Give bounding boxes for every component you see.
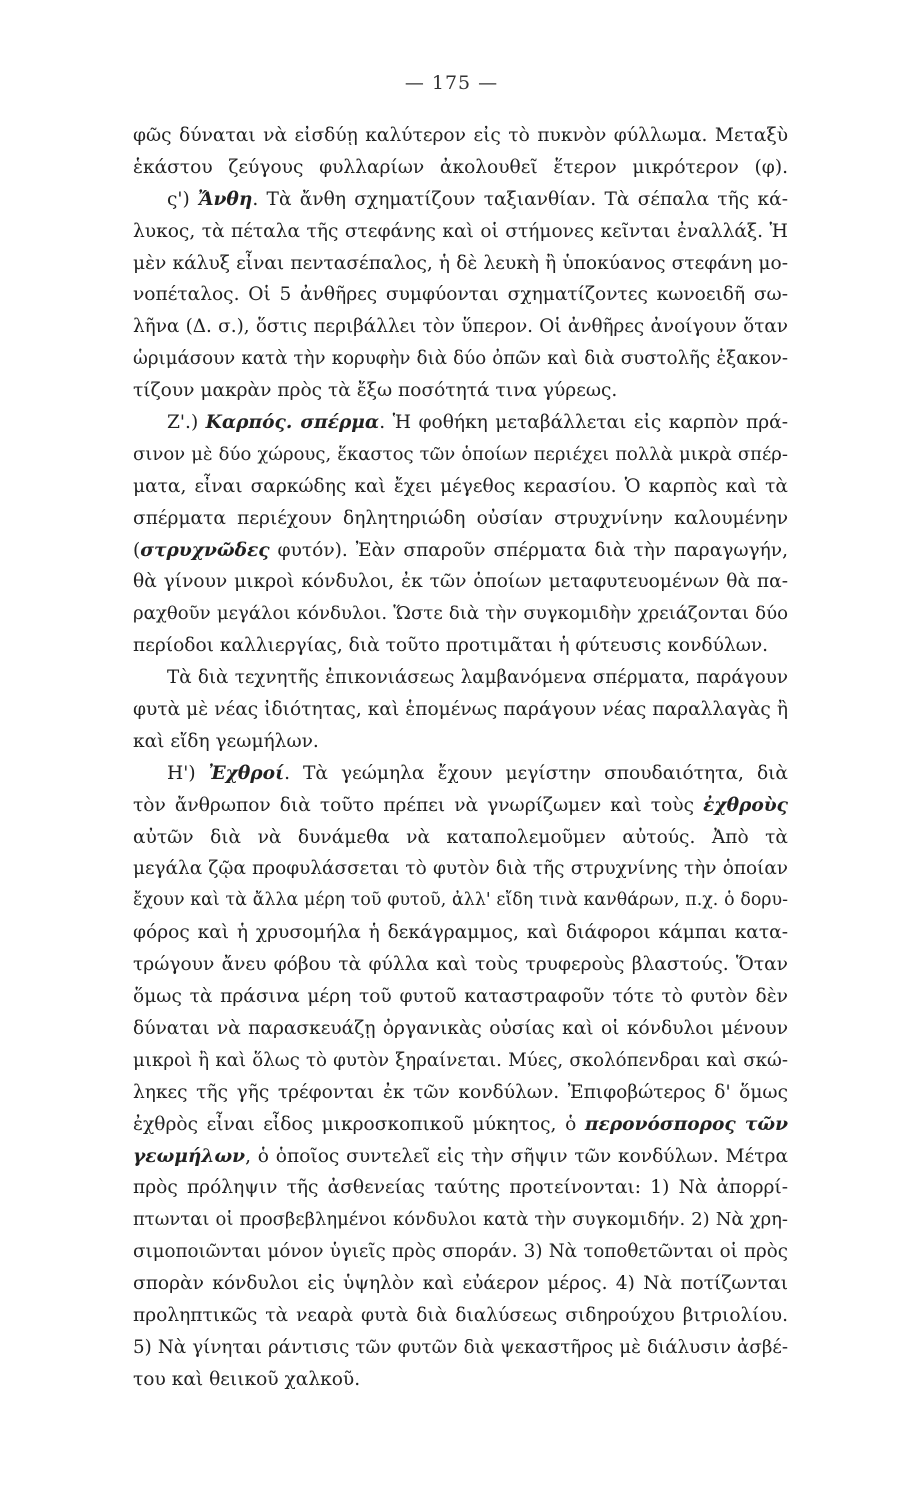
line-text: σιμοποιῶνται μόνον ὑγιεῖς πρὸς σποράν. 3) Νὰ τοποθετῶνται οἱ πρὸς	[133, 1241, 788, 1263]
text-line	[133, 1045, 788, 1077]
line-prefix: Η')	[167, 762, 209, 784]
text-line	[133, 853, 788, 885]
line-text: φυτόν). Ἐὰν σπαροῦν σπέρματα διὰ τὴν παραγωγήν,	[269, 539, 788, 561]
line-text: τρώγουν ἄνευ φόβου τὰ φύλλα καὶ τοὺς τρυφεροὺς βλαστούς. Ὅταν	[133, 954, 788, 976]
emphasized-term: Ἄνθη	[198, 188, 253, 210]
line-text: του καὶ θειικοῦ χαλκοῦ.	[133, 1368, 361, 1390]
emphasized-term: γεωμήλων	[133, 1145, 246, 1167]
line-text: μὲν κάλυξ εἶναι πεντασέπαλος, ἡ δὲ λευκὴ ἢ ὑποκύανος στεφάνη μο-	[133, 252, 788, 274]
line-text: ἑκάστου ζεύγους φυλλαρίων ἀκολουθεῖ ἕτερον μικρότερον (φ).	[133, 156, 788, 178]
line-text: 5) Νὰ γίνηται ράντισις τῶν φυτῶν διὰ ψεκαστῆρος μὲ διάλυσιν ἀσβέ-	[133, 1336, 788, 1358]
line-prefix: (	[133, 539, 141, 561]
line-text: λῆνα (Δ. σ.), ὅστις περιβάλλει τὸν ὕπερον. Οἱ ἀνθῆρες ἀνοίγουν ὅταν	[133, 316, 788, 338]
text-line	[133, 1364, 788, 1396]
text-line	[133, 343, 788, 375]
text-line	[133, 726, 788, 758]
text-line	[133, 279, 788, 311]
line-text: νοπέταλος. Οἱ 5 ἀνθῆρες συμφύονται σχηματίζοντες κωνοειδῆ σω-	[133, 284, 788, 306]
text-line	[133, 311, 788, 343]
line-text: Τὰ διὰ τεχνητῆς ἐπικονιάσεως λαμβανόμενα σπέρματα, παράγουν	[167, 667, 788, 689]
line-text: αὐτῶν διὰ νὰ δυνάμεθα νὰ καταπολεμοῦμεν αὐτούς. Ἀπὸ τὰ	[133, 826, 788, 848]
line-text: σινον μὲ δύο χώρους, ἕκαστος τῶν ὁποίων περιέχει πολλὰ μικρὰ σπέρ-	[133, 443, 788, 465]
text-line	[133, 1109, 788, 1141]
line-text: ὅμως τὰ πράσινα μέρη τοῦ φυτοῦ καταστραφοῦν τότε τὸ φυτὸν δὲν	[133, 986, 788, 1008]
text-line	[133, 630, 788, 662]
line-text: λυκος, τὰ πέταλα τῆς στεφάνης καὶ οἱ στήμονες κεῖνται ἐναλλάξ. Ἡ	[133, 220, 788, 242]
emphasized-term: περονόσπορος τῶν	[584, 1113, 788, 1135]
text-line	[133, 1332, 788, 1364]
line-text: . Τὰ γεώμηλα ἔχουν μεγίστην σπουδαιότητα, διὰ	[284, 762, 788, 784]
text-line	[133, 439, 788, 471]
text-line	[133, 949, 788, 981]
text-line	[133, 248, 788, 280]
text-line	[133, 566, 788, 598]
text-line	[133, 885, 788, 917]
line-prefix: ἐχθρὸς εἶναι εἶδος μικροσκοπικοῦ μύκητος, ὁ	[133, 1113, 585, 1135]
text-line	[133, 1172, 788, 1204]
line-prefix: ς')	[167, 188, 199, 210]
line-text: μεγάλα ζῷα προφυλάσσεται τὸ φυτὸν διὰ τῆς στρυχνίνης τὴν ὁποίαν	[133, 858, 788, 880]
text-line	[133, 407, 788, 439]
text-line	[133, 1141, 788, 1173]
line-prefix: Ζ'.)	[167, 412, 206, 434]
body-text	[133, 120, 788, 1396]
line-prefix: τὸν ἄνθρωπον διὰ τοῦτο πρέπει νὰ γνωρίζωμεν καὶ τοὺς	[133, 794, 704, 816]
line-text: δύναται νὰ παρασκευάζῃ ὀργανικὰς οὐσίας καὶ οἱ κόνδυλοι μένουν	[133, 1017, 788, 1039]
text-line	[133, 184, 788, 216]
line-text: . Ἡ φοθήκη μεταβάλλεται εἰς καρπὸν πρά-	[379, 412, 788, 434]
line-text: καὶ εἴδη γεωμήλων.	[133, 730, 319, 752]
line-text: , ὁ ὁποῖος συντελεῖ εἰς τὴν σῆψιν τῶν κονδύλων. Μέτρα	[245, 1145, 788, 1167]
emphasized-term: Ἐχθροί	[208, 762, 285, 784]
text-line	[133, 152, 788, 184]
text-line	[133, 758, 788, 790]
line-text: προληπτικῶς τὰ νεαρὰ φυτὰ διὰ διαλύσεως σιδηρούχου βιτριολίου.	[133, 1304, 788, 1326]
text-line	[133, 662, 788, 694]
text-line	[133, 790, 788, 822]
line-text: ἔχουν καὶ τὰ ἄλλα μέρη τοῦ φυτοῦ, ἀλλ' εἴδη τινὰ κανθάρων, π.χ. ὁ δορυ-	[133, 890, 788, 911]
line-text: ληκες τῆς γῆς τρέφονται ἐκ τῶν κονδύλων. Ἐπιφοβώτερος δ' ὅμως	[133, 1081, 788, 1103]
emphasized-term: ἐχθροὺς	[703, 794, 788, 816]
line-text: σπέρματα περιέχουν δηλητηριώδη οὐσίαν στρυχνίνην καλουμένην	[133, 507, 788, 529]
text-line	[133, 503, 788, 535]
line-text: ὡριμάσουν κατὰ τὴν κορυφὴν διὰ δύο ὀπῶν καὶ διὰ συστολῆς ἐξακον-	[133, 348, 788, 370]
text-line	[133, 1204, 788, 1236]
text-line	[133, 216, 788, 248]
text-line	[133, 120, 788, 152]
text-line	[133, 981, 788, 1013]
text-line	[133, 917, 788, 949]
line-text: πτωνται οἱ προσβεβλημένοι κόνδυλοι κατὰ τὴν συγκομιδήν. 2) Νὰ χρη-	[133, 1209, 788, 1231]
text-line	[133, 1268, 788, 1300]
line-text: ραχθοῦν μεγάλοι κόνδυλοι. Ὥστε διὰ τὴν συγκομιδὴν χρειάζονται δύο	[133, 603, 788, 625]
text-line	[133, 1236, 788, 1268]
text-line	[133, 598, 788, 630]
line-text: σπορὰν κόνδυλοι εἰς ὑψηλὸν καὶ εὐάερον μέρος. 4) Νὰ ποτίζωνται	[133, 1273, 788, 1295]
line-text: τίζουν μακρὰν πρὸς τὰ ἔξω ποσότητά τινα γύρεως.	[133, 380, 618, 402]
text-line	[133, 1077, 788, 1109]
emphasized-term: Καρπός. σπέρμα	[205, 412, 380, 434]
text-line	[133, 694, 788, 726]
text-line	[133, 822, 788, 854]
line-text: θὰ γίνουν μικροὶ κόνδυλοι, ἐκ τῶν ὁποίων μεταφυτευομένων θὰ πα-	[133, 571, 788, 593]
text-line	[133, 535, 788, 567]
line-text: φυτὰ μὲ νέας ἰδιότητας, καὶ ἑπομένως παράγουν νέας παραλλαγὰς ἢ	[133, 699, 788, 721]
line-text: περίοδοι καλλιεργίας, διὰ τοῦτο προτιμᾶται ἡ φύτευσις κονδύλων.	[133, 635, 769, 657]
line-text: ματα, εἶναι σαρκώδης καὶ ἔχει μέγεθος κερασίου. Ὁ καρπὸς καὶ τὰ	[133, 475, 788, 497]
text-line	[133, 375, 788, 407]
text-line	[133, 1013, 788, 1045]
page-number: — 175 —	[404, 72, 499, 94]
text-line	[133, 471, 788, 503]
text-line	[133, 1300, 788, 1332]
line-text: πρὸς πρόληψιν τῆς ἀσθενείας ταύτης προτείνονται: 1) Νὰ ἀπορρί-	[133, 1177, 788, 1199]
line-text: . Τὰ ἄνθη σχηματίζουν ταξιανθίαν. Τὰ σέπαλα τῆς κά-	[252, 188, 788, 210]
line-text: μικροὶ ἢ καὶ ὅλως τὸ φυτὸν ξηραίνεται. Μύες, σκολόπενδραι καὶ σκώ-	[133, 1049, 788, 1071]
line-text: φόρος καὶ ἡ χρυσομήλα ἡ δεκάγραμμος, καὶ διάφοροι κάμπαι κατα-	[133, 922, 788, 944]
line-text: φῶς δύναται νὰ εἰσδύῃ καλύτερον εἰς τὸ πυκνὸν φύλλωμα. Μεταξὺ	[133, 125, 788, 146]
emphasized-term: στρυχνῶδες	[140, 539, 270, 561]
